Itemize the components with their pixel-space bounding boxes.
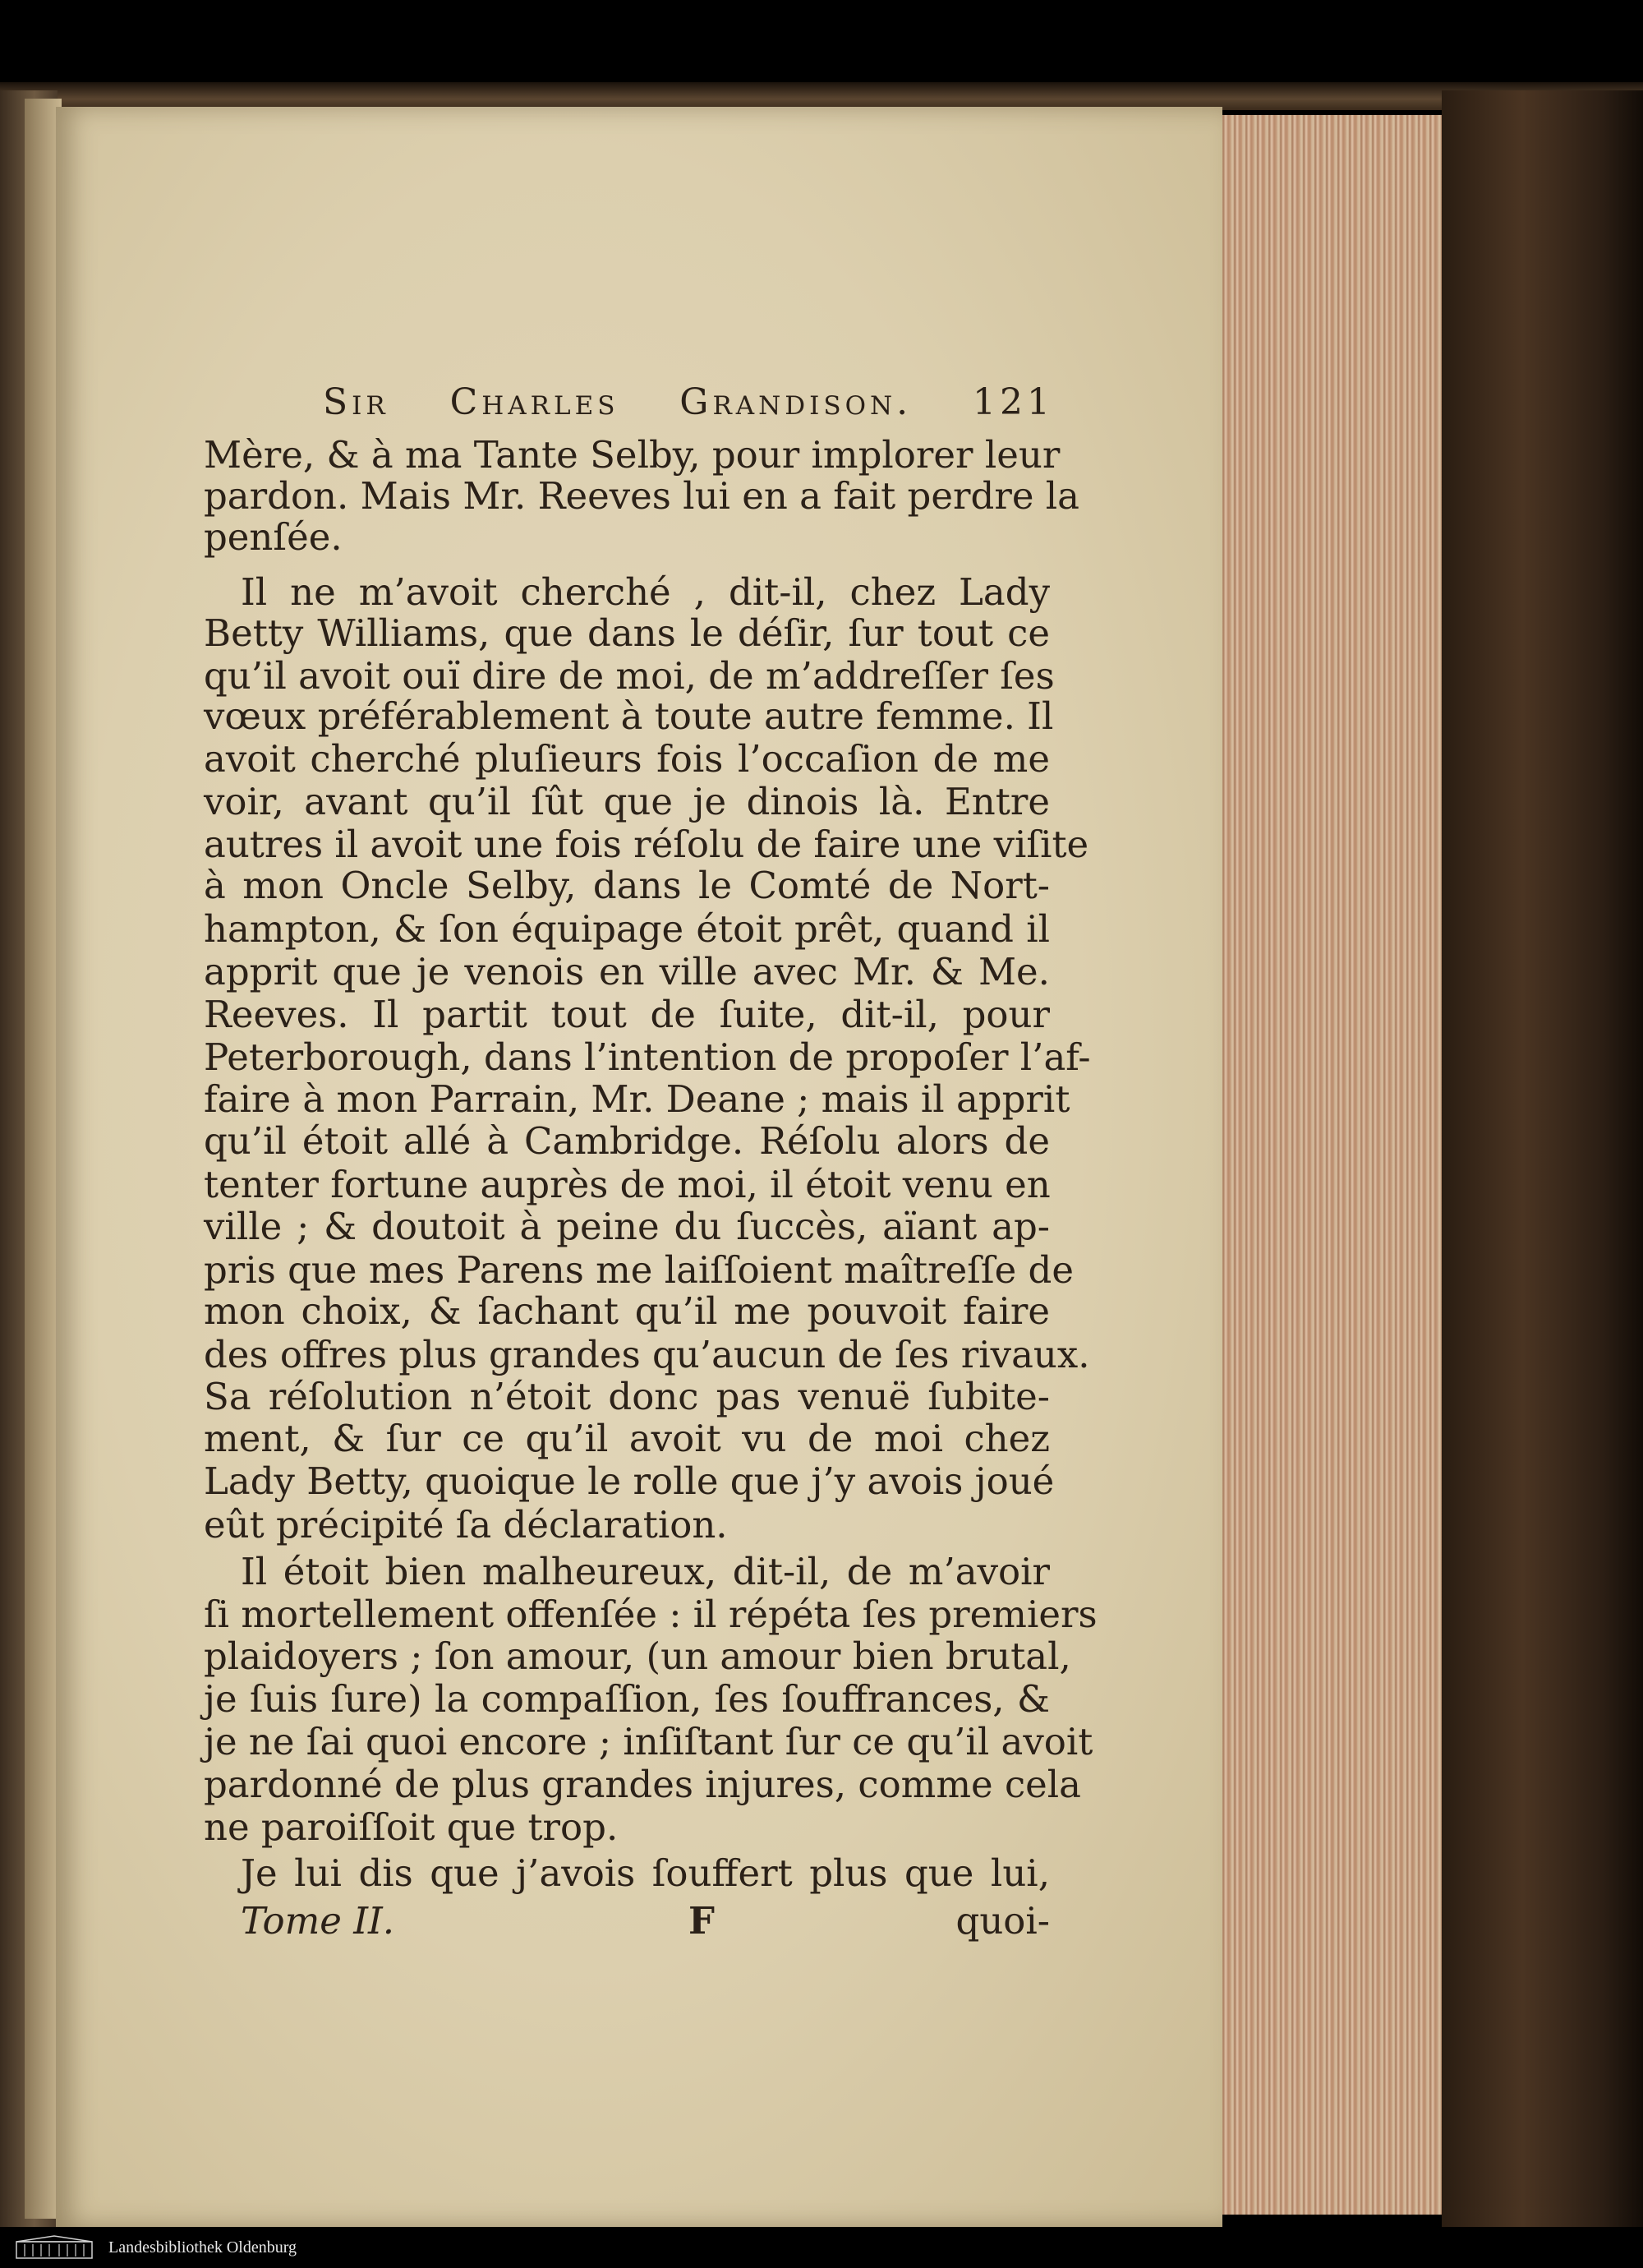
- text-line: avoit cherché pluſieurs fois l’occaſion de me: [204, 737, 1050, 781]
- text-line: Reeves. Il partit tout de ſuite, dit-il, pour: [204, 993, 1050, 1036]
- library-name: Landesbibliothek Oldenburg: [108, 2238, 297, 2256]
- text-line: qu’il avoit ouï dire de moi, de m’addreſſer ſes: [204, 654, 1055, 698]
- text-line: pris que mes Parens me laiſſoient maîtreſſe de: [204, 1248, 1074, 1292]
- page-fore-edge: [1208, 115, 1446, 2215]
- text-line: faire à mon Parrain, Mr. Deane ; mais il apprit: [204, 1077, 1070, 1121]
- text-line: penſée.: [204, 515, 343, 559]
- text-line: Mère, & à ma Tante Selby, pour implorer leur: [204, 433, 1061, 477]
- text-line: vœux préférablement à toute autre femme. Il: [204, 694, 1054, 738]
- right-cover-edge: [1442, 90, 1643, 2227]
- signature-line: [241, 1898, 1050, 1944]
- text-line: Betty Williams, que dans le déſir, ſur tout ce: [204, 611, 1050, 655]
- text-line: Il ne m’avoit cherché , dit-il, chez Lady: [241, 570, 1050, 614]
- text-line: je ſuis ſure) la compaſſion, ſes ſouffrances, &: [204, 1677, 1050, 1721]
- text-line: eût précipité ſa déclaration.: [204, 1503, 728, 1547]
- text-line: autres il avoit une fois réſolu de faire une viſite: [204, 823, 1089, 866]
- text-line: mon choix, & ſachant qu’il me pouvoit faire: [204, 1289, 1050, 1333]
- text-line: Lady Betty, quoique le rolle que j’y avois joué: [204, 1459, 1055, 1503]
- running-head: Sir Charles Grandison. 121: [323, 381, 1054, 423]
- text-line: Peterborough, dans l’intention de propoſer l’af-: [204, 1035, 1091, 1079]
- text-line: qu’il étoit allé à Cambridge. Réſolu alors de: [204, 1119, 1050, 1163]
- catchword: quoi-: [955, 1899, 1050, 1943]
- text-line: pardonné de plus grandes injures, comme cela: [204, 1763, 1082, 1806]
- signature-mark: F: [688, 1899, 715, 1943]
- text-line: plaidoyers ; ſon amour, (un amour bien brutal,: [204, 1634, 1071, 1678]
- text-line: hampton, & ſon équipage étoit prêt, quand il: [204, 907, 1050, 951]
- top-cover-edge: [0, 82, 1643, 110]
- library-building-icon: [15, 2235, 94, 2260]
- text-line: ment, & ſur ce qu’il avoit vu de moi chez: [204, 1417, 1050, 1460]
- text-line: voir, avant qu’il ſût que je dinois là. Entre: [204, 780, 1050, 823]
- text-line: pardon. Mais Mr. Reeves lui en a fait perdre la: [204, 474, 1079, 518]
- text-line: à mon Oncle Selby, dans le Comté de Nort-: [204, 864, 1050, 907]
- text-line: Je lui dis que j’avois ſouffert plus que lui,: [241, 1851, 1050, 1895]
- footer-bar: [0, 2227, 1643, 2268]
- text-line: apprit que je venois en ville avec Mr. & Me.: [204, 950, 1050, 993]
- text-line: ſi mortellement offenſée : il répéta ſes premiers: [204, 1593, 1098, 1636]
- text-line: je ne ſai quoi encore ; inſiſtant ſur ce qu’il avoit: [204, 1720, 1093, 1763]
- text-line: Il étoit bien malheureux, dit-il, de m’avoir: [241, 1550, 1050, 1593]
- text-line: ne paroiſſoit que trop.: [204, 1805, 619, 1849]
- text-line: ville ; & doutoit à peine du ſuccès, aïant ap-: [204, 1205, 1050, 1248]
- text-line: Sa réſolution n’étoit donc pas venuë ſubite-: [204, 1375, 1050, 1418]
- volume-label: Tome II.: [241, 1899, 395, 1943]
- book-page: [56, 107, 1222, 2227]
- text-line: tenter fortune auprès de moi, il étoit venu en: [204, 1163, 1051, 1206]
- text-line: des offres plus grandes qu’aucun de ſes rivaux.: [204, 1333, 1090, 1376]
